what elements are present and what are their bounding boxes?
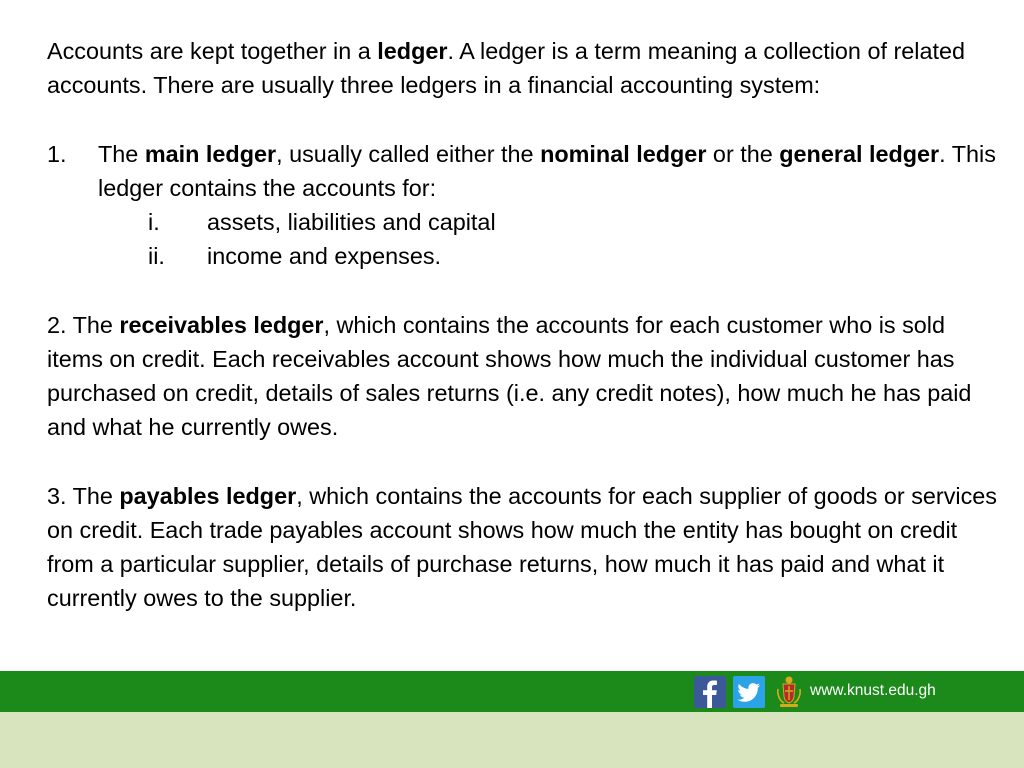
term-nominal-ledger: nominal ledger: [540, 140, 707, 167]
term-ledger: ledger: [377, 38, 448, 64]
footer-band: [0, 712, 1024, 768]
slide-body: [47, 34, 1002, 615]
intro-paragraph: Accounts are kept together in a ledger. A ledger is a term meaning a collection of related accounts. There are usually three ledgers in a financial accounting system:: [47, 38, 965, 99]
receivables-paragraph: 2. The receivables ledger, which contains the accounts for each customer who is sold items on credit. Each receivables account shows how much the individual customer has purchased on credit, details of sales returns (i.e. any credit notes), how much he has paid and what he currently owes.: [47, 311, 972, 441]
sub-list-item: ii. income and expenses.: [47, 239, 1002, 273]
knust-crest-icon: [776, 675, 802, 709]
term-receivables-ledger: receivables ledger: [119, 311, 324, 338]
term-general-ledger: general ledger: [779, 140, 940, 167]
sub-list-marker: ii.: [148, 243, 165, 270]
payables-paragraph: 3. The payables ledger, which contains the accounts for each supplier of goods or services on credit. Each trade payables account shows how much the entity has bought on credit from a particular supplier, details of purchase returns, how much it has paid and what it currently owes to the supplier.: [47, 482, 997, 612]
term-payables-ledger: payables ledger: [119, 482, 297, 509]
spacer: [47, 444, 1002, 478]
list-number: 1.: [47, 140, 67, 167]
spacer: [47, 273, 1002, 307]
sub-list-item: i. assets, liabilities and capital: [47, 205, 1002, 239]
twitter-icon[interactable]: [733, 676, 765, 708]
website-link[interactable]: www.knust.edu.gh: [810, 682, 936, 699]
term-main-ledger: main ledger: [144, 140, 277, 167]
list-item-main-ledger: 1. The main ledger, usually called either the nominal ledger or the general ledger. This ledger contains the accounts for:: [47, 137, 1002, 205]
sub-list-marker: i.: [148, 209, 160, 235]
facebook-icon[interactable]: [694, 676, 726, 708]
spacer: [47, 102, 1002, 136]
